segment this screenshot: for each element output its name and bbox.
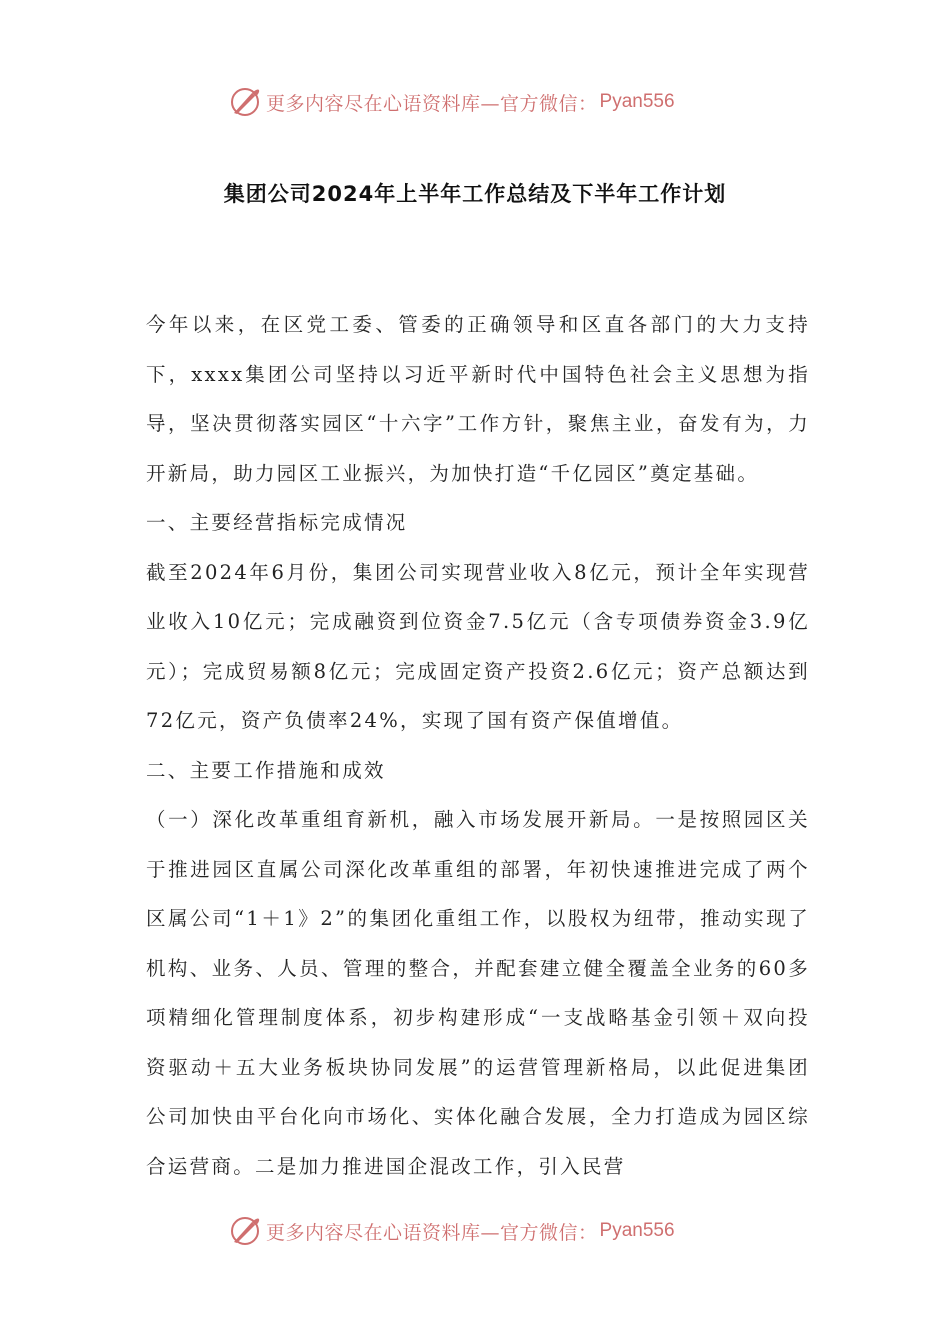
watermark-wechat-id: Pyan556: [599, 1220, 675, 1241]
section-1-heading: 一、主要经营指标完成情况: [146, 511, 408, 534]
document-title: 集团公司2024年上半年工作总结及下半年工作计划: [223, 182, 727, 206]
quill-logo-icon: [228, 85, 262, 119]
section-2-heading: 二、主要工作措施和成效: [146, 758, 386, 782]
intro-paragraph: 今年以来，在区党工委、管委的正确领导和区直各部门的大力支持下，xxxx集团公司坚持以习近平新时代中国特色社会主义思想为指导，坚决贯彻落实园区“十六字”工作方针，聚焦主业，奋发有为，力开新局，助力园区工业振兴，为加快打造“千亿园区”奠定基础。: [146, 313, 810, 485]
section-1-paragraph: 截至2024年6月份，集团公司实现营业收入8亿元，预计全年实现营业收入10亿元；完成融资到位资金7.5亿元（含专项债券资金3.9亿元）；完成贸易额8亿元；完成固定资产投资2.6亿元；资产总额达到72亿元，资产负债率24%，实现了国有资产保值增值。: [146, 560, 810, 732]
watermark-header: [228, 82, 675, 122]
document-body: [146, 300, 810, 1191]
quill-logo-icon: [228, 1214, 262, 1248]
section-2-paragraph: （一）深化改革重组育新机，融入市场发展开新局。一是按照园区关于推进园区直属公司深化改革重组的部署，年初快速推进完成了两个区属公司“1＋1》2”的集团化重组工作，以股权为纽带，推动实现了机构、业务、人员、管理的整合，并配套建立健全覆盖全业务的60多项精细化管理制度体系，初步构建形成“一支战略基金引领＋双向投资驱动＋五大业务板块协同发展”的运营管理新格局，以此促进集团公司加快由平台化向市场化、实体化融合发展，全力打造成为园区综合运营商。二是加力推进国企混改工作，引入民营: [146, 808, 810, 1178]
watermark-text: 更多内容尽在心语资料库—官方微信：: [266, 1221, 598, 1244]
watermark-wechat-id: Pyan556: [599, 91, 675, 112]
watermark-text: 更多内容尽在心语资料库—官方微信：: [266, 92, 598, 115]
watermark-footer: [228, 1211, 675, 1251]
